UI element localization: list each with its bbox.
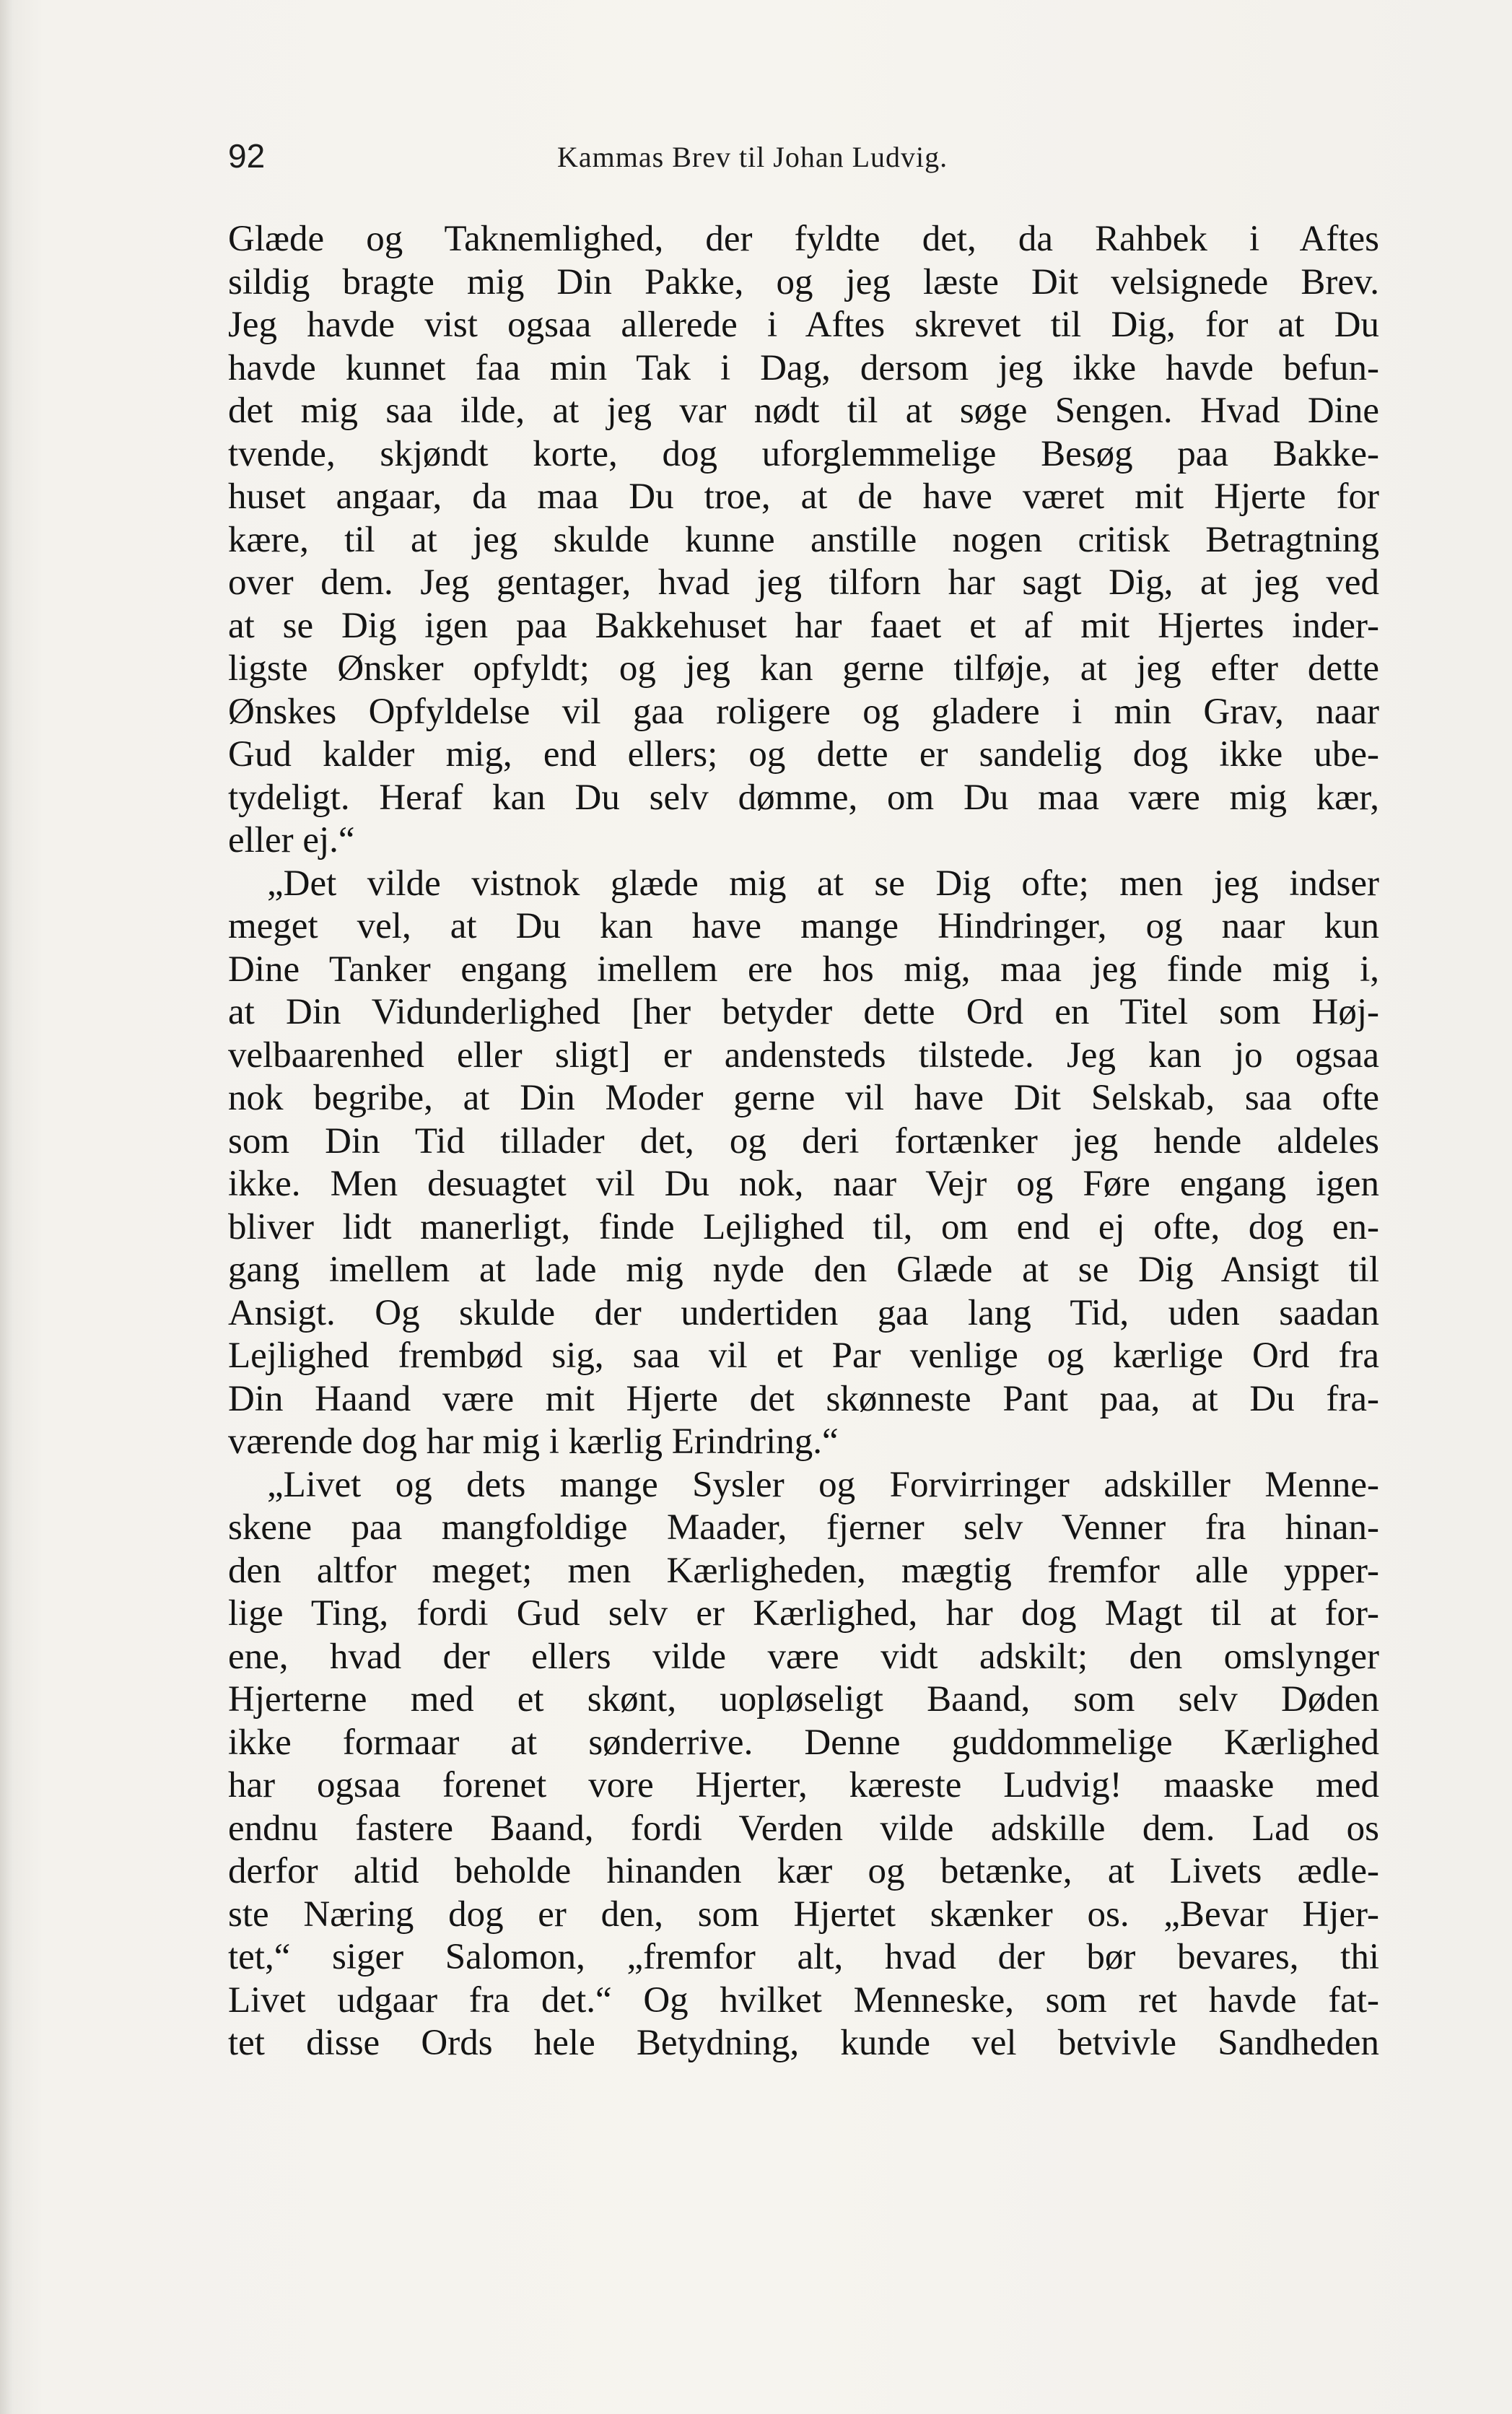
page-number: 92 (228, 137, 266, 175)
text-line: huset angaar, da maa Du troe, at de have været mit Hjerte for (228, 476, 1379, 517)
page-edge-shadow (0, 0, 13, 2414)
text-line: har ogsaa forenet vore Hjerter, kæreste Ludvig! maaske med (228, 1765, 1379, 1805)
text-line: skene paa mangfoldige Maader, fjerner selv Venner fra hinan- (228, 1507, 1379, 1548)
text-line: tet,“ siger Salomon, „fremfor alt, hvad der bør bevares, thi (228, 1937, 1379, 1977)
text-line: derfor altid beholde hinanden kær og betænke, at Livets ædle- (228, 1851, 1379, 1891)
text-line: Hjerterne med et skønt, uopløseligt Baand, som selv Døden (228, 1679, 1379, 1720)
text-line: over dem. Jeg gentager, hvad jeg tilforn har sagt Dig, at jeg ved (228, 562, 1379, 603)
text-line: lige Ting, fordi Gud selv er Kærlighed, har dog Magt til at for- (228, 1593, 1379, 1634)
text-line: Jeg havde vist ogsaa allerede i Aftes skrevet til Dig, for at Du (228, 305, 1379, 345)
text-line: Livet udgaar fra det.“ Og hvilket Menneske, som ret havde fat- (228, 1979, 1379, 2021)
text-line: bliver lidt manerligt, finde Lejlighed til, om end ej ofte, dog en- (228, 1206, 1379, 1247)
running-head (228, 134, 1383, 185)
text-line: endnu fastere Baand, fordi Verden vilde adskille dem. Lad os (228, 1808, 1379, 1849)
text-line: velbaarenhed eller sligt] er andensteds tilstede. Jeg kan jo ogsaa (228, 1034, 1379, 1076)
text-line: sildig bragte mig Din Pakke, og jeg læste Dit velsignede Brev. (228, 261, 1379, 302)
text-line: Gud kalder mig, end ellers; og dette er sandelig dog ikke ube- (228, 734, 1379, 775)
text-line: havde kunnet faa min Tak i Dag, dersom jeg ikke havde befun- (228, 347, 1379, 388)
text-line: tet disse Ords hele Betydning, kunde vel betvivle Sandheden (228, 2023, 1379, 2063)
text-line: den altfor meget; men Kærligheden, mægtig fremfor alle ypper- (228, 1550, 1379, 1591)
text-line: eller ej.“ (228, 820, 355, 860)
text-line: som Din Tid tillader det, og deri fortænker jeg hende aldeles (228, 1120, 1379, 1162)
text-line: nok begribe, at Din Moder gerne vil have Dit Selskab, saa ofte (228, 1078, 1379, 1118)
text-line: ste Næring dog er den, som Hjertet skænker os. „Bevar Hjer- (228, 1894, 1379, 1935)
body-text (228, 218, 1379, 2065)
text-line: ikke. Men desuagtet vil Du nok, naar Vejr og Føre engang igen (228, 1164, 1379, 1204)
text-line: at Din Vidunderlighed [her betyder dette Ord en Titel som Høj- (228, 992, 1379, 1032)
text-line: værende dog har mig i kærlig Erindring.“ (228, 1421, 839, 1462)
text-line: Glæde og Taknemlighed, der fyldte det, da Rahbek i Aftes (228, 219, 1379, 259)
text-line: Din Haand være mit Hjerte det skønneste Pant paa, at Du fra- (228, 1378, 1379, 1419)
text-line: Ønskes Opfyldelse vil gaa roligere og gladere i min Grav, naar (228, 691, 1379, 732)
text-line: gang imellem at lade mig nyde den Glæde at se Dig Ansigt til (228, 1250, 1379, 1290)
text-line: det mig saa ilde, at jeg var nødt til at søge Sengen. Hvad Dine (228, 391, 1379, 431)
text-line: tvende, skjøndt korte, dog uforglemmelige Besøg paa Bakke- (228, 433, 1379, 474)
text-line: „Det vilde vistnok glæde mig at se Dig ofte; men jeg indser (267, 863, 1379, 904)
text-line: ene, hvad der ellers vilde være vidt adskilt; den omslynger (228, 1636, 1379, 1677)
text-line: tydeligt. Heraf kan Du selv dømme, om Du maa være mig kær, (228, 777, 1379, 818)
text-line: meget vel, at Du kan have mange Hindringer, og naar kun (228, 906, 1379, 946)
running-title: Kammas Brev til Johan Ludvig. (557, 141, 948, 173)
text-line: kære, til at jeg skulde kunne anstille nogen critisk Betragtning (228, 519, 1379, 560)
text-line: Lejlighed frembød sig, saa vil et Par venlige og kærlige Ord fra (228, 1335, 1379, 1376)
text-line: Dine Tanker engang imellem ere hos mig, maa jeg finde mig i, (228, 949, 1379, 990)
text-line: „Livet og dets mange Sysler og Forvirringer adskiller Menne- (267, 1464, 1379, 1505)
text-line: at se Dig igen paa Bakkehuset har faaet et af mit Hjertes inder- (228, 605, 1379, 646)
text-line: Ansigt. Og skulde der undertiden gaa lang Tid, uden saadan (228, 1292, 1379, 1333)
text-line: ikke formaar at sønderrive. Denne guddommelige Kærlighed (228, 1722, 1379, 1763)
text-line: ligste Ønsker opfyldt; og jeg kan gerne tilføje, at jeg efter dette (228, 648, 1379, 689)
